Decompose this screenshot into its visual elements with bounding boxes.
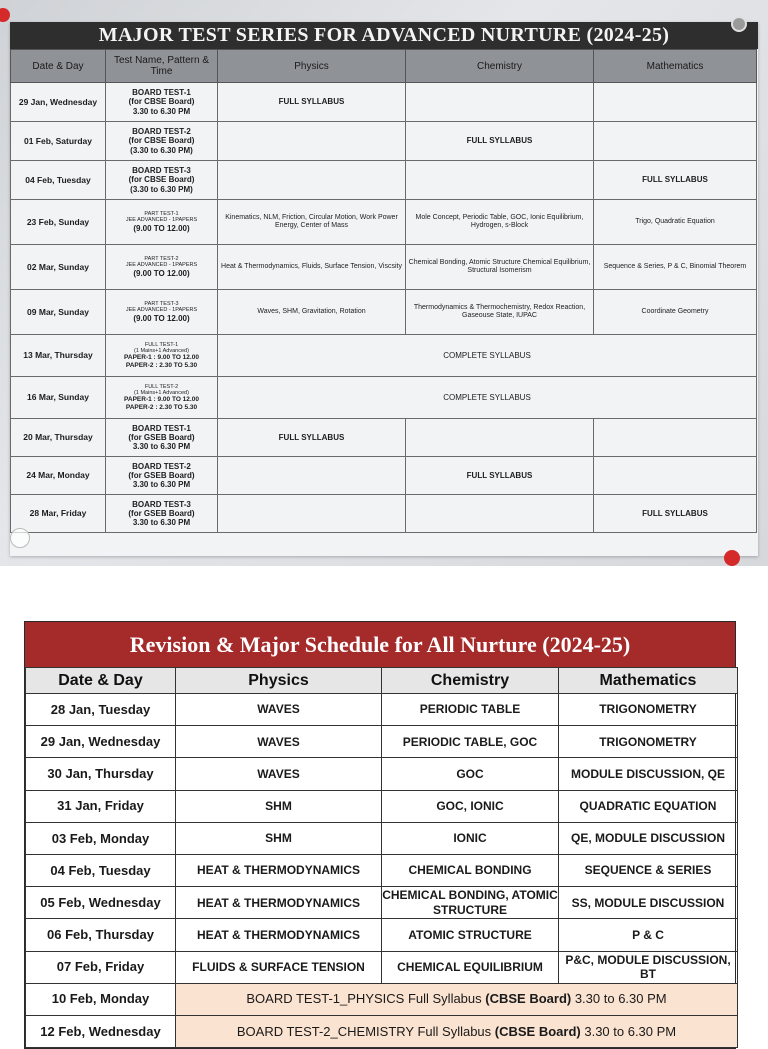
notice-date: 09 Mar, Sunday <box>11 290 106 335</box>
notice-complete-syllabus: COMPLETE SYLLABUS <box>218 335 757 377</box>
silver-pin-icon <box>731 16 747 32</box>
schedule-date: 31 Jan, Friday <box>26 790 176 822</box>
notice-test <box>106 335 218 377</box>
schedule-header-physics: Physics <box>176 668 382 694</box>
notice-date: 01 Feb, Saturday <box>11 122 106 161</box>
notice-date: 24 Mar, Monday <box>11 457 106 495</box>
schedule-physics: WAVES <box>176 726 382 758</box>
schedule-date: 10 Feb, Monday <box>26 983 176 1015</box>
notice-physics <box>218 122 406 161</box>
notice-mathematics <box>594 83 757 122</box>
notice-test <box>106 377 218 419</box>
notice-physics: Kinematics, NLM, Friction, Circular Motion, Work Power Energy, Center of Mass <box>218 200 406 245</box>
schedule-physics: HEAT & THERMODYNAMICS <box>176 919 382 951</box>
notice-chemistry: Thermodynamics & Thermochemistry, Redox Reaction, Gaseouse State, IUPAC <box>406 290 594 335</box>
notice-row <box>11 83 757 122</box>
schedule-mathematics: P&C, MODULE DISCUSSION, BT <box>559 951 738 983</box>
schedule-chemistry: CHEMICAL EQUILIBRIUM <box>382 951 559 983</box>
notice-row <box>11 457 757 495</box>
schedule-mathematics: SEQUENCE & SERIES <box>559 854 738 886</box>
schedule-row <box>26 983 738 1015</box>
notice-test-line: JEE ADVANCED - 1PAPERS <box>125 217 198 224</box>
notice-physics <box>218 457 406 495</box>
schedule-header-row <box>26 668 738 694</box>
notice-test <box>106 290 218 335</box>
schedule-physics: WAVES <box>176 758 382 790</box>
notice-test-line: BOARD TEST-3 <box>132 499 191 509</box>
notice-test-line: FULL TEST-2 <box>144 383 179 390</box>
schedule-row <box>26 758 738 790</box>
notice-test-line: (9.00 TO 12.00) <box>133 268 190 278</box>
notice-test <box>106 122 218 161</box>
schedule-row <box>26 822 738 854</box>
notice-date: 16 Mar, Sunday <box>11 377 106 419</box>
notice-physics: FULL SYLLABUS <box>218 83 406 122</box>
schedule-mathematics: TRIGONOMETRY <box>559 694 738 726</box>
schedule-chemistry: PERIODIC TABLE, GOC <box>382 726 559 758</box>
notice-test-line: BOARD TEST-1 <box>132 88 191 98</box>
notice-test-line: BOARD TEST-3 <box>132 166 191 176</box>
board-test-time: 3.30 to 6.30 PM <box>571 991 667 1007</box>
schedule-date: 06 Feb, Thursday <box>26 919 176 951</box>
schedule-mathematics: QE, MODULE DISCUSSION <box>559 822 738 854</box>
notice-mathematics: Coordinate Geometry <box>594 290 757 335</box>
notice-test-line: (for CBSE Board) <box>128 175 195 185</box>
notice-row <box>11 200 757 245</box>
schedule-physics: HEAT & THERMODYNAMICS <box>176 854 382 886</box>
notice-test-line: PART TEST-2 <box>144 256 179 263</box>
notice-row <box>11 245 757 290</box>
notice-date: 13 Mar, Thursday <box>11 335 106 377</box>
notice-date: 29 Jan, Wednesday <box>11 83 106 122</box>
notice-test <box>106 419 218 457</box>
schedule-title: Revision & Major Schedule for All Nurture (2024-25) <box>25 622 735 667</box>
schedule-date: 12 Feb, Wednesday <box>26 1015 176 1047</box>
notice-test-line: 3.30 to 6.30 PM <box>132 442 191 452</box>
notice-test-line: PAPER-1 : 9.00 TO 12.00 <box>124 396 199 404</box>
schedule-date: 04 Feb, Tuesday <box>26 854 176 886</box>
notice-mathematics: Sequence & Series, P & C, Binomial Theorem <box>594 245 757 290</box>
revision-schedule <box>24 621 736 1049</box>
notice-chemistry: Chemical Bonding, Atomic Structure Chemical Equilibrium, Structural Isomerism <box>406 245 594 290</box>
notice-test-line: (1 Mains+1 Advanced) <box>134 390 189 397</box>
schedule-row <box>26 790 738 822</box>
clear-pin-icon <box>10 528 30 548</box>
notice-chemistry: FULL SYLLABUS <box>406 122 594 161</box>
schedule-physics: HEAT & THERMODYNAMICS <box>176 887 382 919</box>
notice-test <box>106 495 218 533</box>
notice-test-line: (9.00 TO 12.00) <box>133 313 190 323</box>
notice-table <box>10 49 757 533</box>
notice-chemistry <box>406 83 594 122</box>
notice-test-line: (1 Mains+1 Advanced) <box>134 348 189 355</box>
notice-header-date: Date & Day <box>11 50 106 83</box>
notice-chemistry: Mole Concept, Periodic Table, GOC, Ionic Equilibrium, Hydrogen, s-Block <box>406 200 594 245</box>
schedule-date: 30 Jan, Thursday <box>26 758 176 790</box>
notice-mathematics <box>594 457 757 495</box>
schedule-row <box>26 1015 738 1047</box>
notice-test <box>106 457 218 495</box>
notice-date: 02 Mar, Sunday <box>11 245 106 290</box>
notice-test-line: (for GSEB Board) <box>128 432 195 442</box>
schedule-chemistry: ATOMIC STRUCTURE <box>382 919 559 951</box>
notice-test-line: (3.30 to 6.30 PM) <box>130 184 193 194</box>
notice-test-line: (for CBSE Board) <box>128 136 195 146</box>
schedule-mathematics: SS, MODULE DISCUSSION <box>559 887 738 919</box>
notice-row <box>11 495 757 533</box>
notice-test-line: BOARD TEST-1 <box>132 423 191 433</box>
notice-test-line: 3.30 to 6.30 PM <box>132 518 191 528</box>
notice-date: 04 Feb, Tuesday <box>11 161 106 200</box>
notice-test-line: 3.30 to 6.30 PM <box>132 106 191 116</box>
schedule-header-mathematics: Mathematics <box>559 668 738 694</box>
notice-mathematics: FULL SYLLABUS <box>594 495 757 533</box>
notice-mathematics: Trigo, Quadratic Equation <box>594 200 757 245</box>
notice-test-line: JEE ADVANCED - 1PAPERS <box>125 262 198 269</box>
schedule-board-test <box>176 983 738 1015</box>
notice-row <box>11 377 757 419</box>
schedule-row <box>26 726 738 758</box>
notice-physics: Waves, SHM, Gravitation, Rotation <box>218 290 406 335</box>
schedule-date: 07 Feb, Friday <box>26 951 176 983</box>
notice-chemistry <box>406 419 594 457</box>
notice-test-line: (9.00 TO 12.00) <box>133 223 190 233</box>
notice-test-line: FULL TEST-1 <box>144 341 179 348</box>
notice-header-row <box>11 50 757 83</box>
notice-row <box>11 161 757 200</box>
notice-test-line: BOARD TEST-2 <box>132 461 191 471</box>
notice-test <box>106 161 218 200</box>
notice-row <box>11 419 757 457</box>
board-test-text: BOARD TEST-1_PHYSICS Full Syllabus <box>246 991 486 1007</box>
schedule-physics: WAVES <box>176 694 382 726</box>
notice-test-line: PAPER-2 : 2.30 TO 5.30 <box>125 403 198 411</box>
notice-chemistry <box>406 161 594 200</box>
schedule-chemistry: PERIODIC TABLE <box>382 694 559 726</box>
schedule-date: 05 Feb, Wednesday <box>26 887 176 919</box>
schedule-header-chemistry: Chemistry <box>382 668 559 694</box>
notice-physics: FULL SYLLABUS <box>218 419 406 457</box>
notice-test-line: BOARD TEST-2 <box>132 127 191 137</box>
notice-test-line: 3.30 to 6.30 PM <box>132 480 191 490</box>
notice-test <box>106 83 218 122</box>
notice-date: 23 Feb, Sunday <box>11 200 106 245</box>
notice-title: MAJOR TEST SERIES FOR ADVANCED NURTURE (2024-25) <box>10 22 758 49</box>
notice-test-line: PAPER-1 : 9.00 TO 12.00 <box>124 354 199 362</box>
notice-test-line: (3.30 to 6.30 PM) <box>130 145 193 155</box>
notice-test <box>106 245 218 290</box>
schedule-mathematics: QUADRATIC EQUATION <box>559 790 738 822</box>
notice-test-line: (for CBSE Board) <box>128 97 195 107</box>
notice-header-physics: Physics <box>218 50 406 83</box>
schedule-chemistry: CHEMICAL BONDING, ATOMIC STRUCTURE <box>382 887 559 919</box>
schedule-physics: SHM <box>176 790 382 822</box>
red-pin-icon <box>724 550 740 566</box>
schedule-row <box>26 951 738 983</box>
notice-row <box>11 290 757 335</box>
notice-chemistry: FULL SYLLABUS <box>406 457 594 495</box>
notice-sheet <box>10 22 758 556</box>
notice-row <box>11 335 757 377</box>
notice-test-line: (for GSEB Board) <box>128 470 195 480</box>
notice-physics: Heat & Thermodynamics, Fluids, Surface Tension, Viscsity <box>218 245 406 290</box>
notice-chemistry <box>406 495 594 533</box>
schedule-row <box>26 919 738 951</box>
red-pin-icon <box>0 8 10 22</box>
board-test-board: (CBSE Board) <box>485 991 572 1007</box>
notice-test-line: (for GSEB Board) <box>128 508 195 518</box>
schedule-date: 03 Feb, Monday <box>26 822 176 854</box>
board-test-text: BOARD TEST-2_CHEMISTRY Full Syllabus <box>236 1023 495 1039</box>
notice-physics <box>218 161 406 200</box>
schedule-physics: SHM <box>176 822 382 854</box>
schedule-table <box>25 667 738 1048</box>
schedule-mathematics: TRIGONOMETRY <box>559 726 738 758</box>
schedule-header-date: Date & Day <box>26 668 176 694</box>
schedule-chemistry: GOC <box>382 758 559 790</box>
schedule-chemistry: IONIC <box>382 822 559 854</box>
notice-header-mathematics: Mathematics <box>594 50 757 83</box>
notice-mathematics: FULL SYLLABUS <box>594 161 757 200</box>
notice-complete-syllabus: COMPLETE SYLLABUS <box>218 377 757 419</box>
notice-date: 20 Mar, Thursday <box>11 419 106 457</box>
notice-header-chemistry: Chemistry <box>406 50 594 83</box>
schedule-row <box>26 854 738 886</box>
notice-header-test: Test Name, Pattern & Time <box>106 50 218 83</box>
schedule-mathematics: P & C <box>559 919 738 951</box>
notice-mathematics <box>594 122 757 161</box>
board-test-time: 3.30 to 6.30 PM <box>580 1023 677 1039</box>
schedule-physics: FLUIDS & SURFACE TENSION <box>176 951 382 983</box>
schedule-chemistry: GOC, IONIC <box>382 790 559 822</box>
notice-test-line: JEE ADVANCED - 1PAPERS <box>125 307 198 314</box>
schedule-row <box>26 694 738 726</box>
notice-row <box>11 122 757 161</box>
notice-physics <box>218 495 406 533</box>
notice-date: 28 Mar, Friday <box>11 495 106 533</box>
schedule-chemistry: CHEMICAL BONDING <box>382 854 559 886</box>
board-test-board: (CBSE Board) <box>494 1023 581 1039</box>
notice-test <box>106 200 218 245</box>
schedule-date: 28 Jan, Tuesday <box>26 694 176 726</box>
schedule-date: 29 Jan, Wednesday <box>26 726 176 758</box>
schedule-row <box>26 887 738 919</box>
notice-test-line: PART TEST-1 <box>144 211 179 218</box>
notice-test-line: PAPER-2 : 2.30 TO 5.30 <box>125 361 198 369</box>
notice-test-line: PART TEST-3 <box>144 301 179 308</box>
notice-mathematics <box>594 419 757 457</box>
schedule-board-test <box>176 1015 738 1047</box>
schedule-mathematics: MODULE DISCUSSION, QE <box>559 758 738 790</box>
